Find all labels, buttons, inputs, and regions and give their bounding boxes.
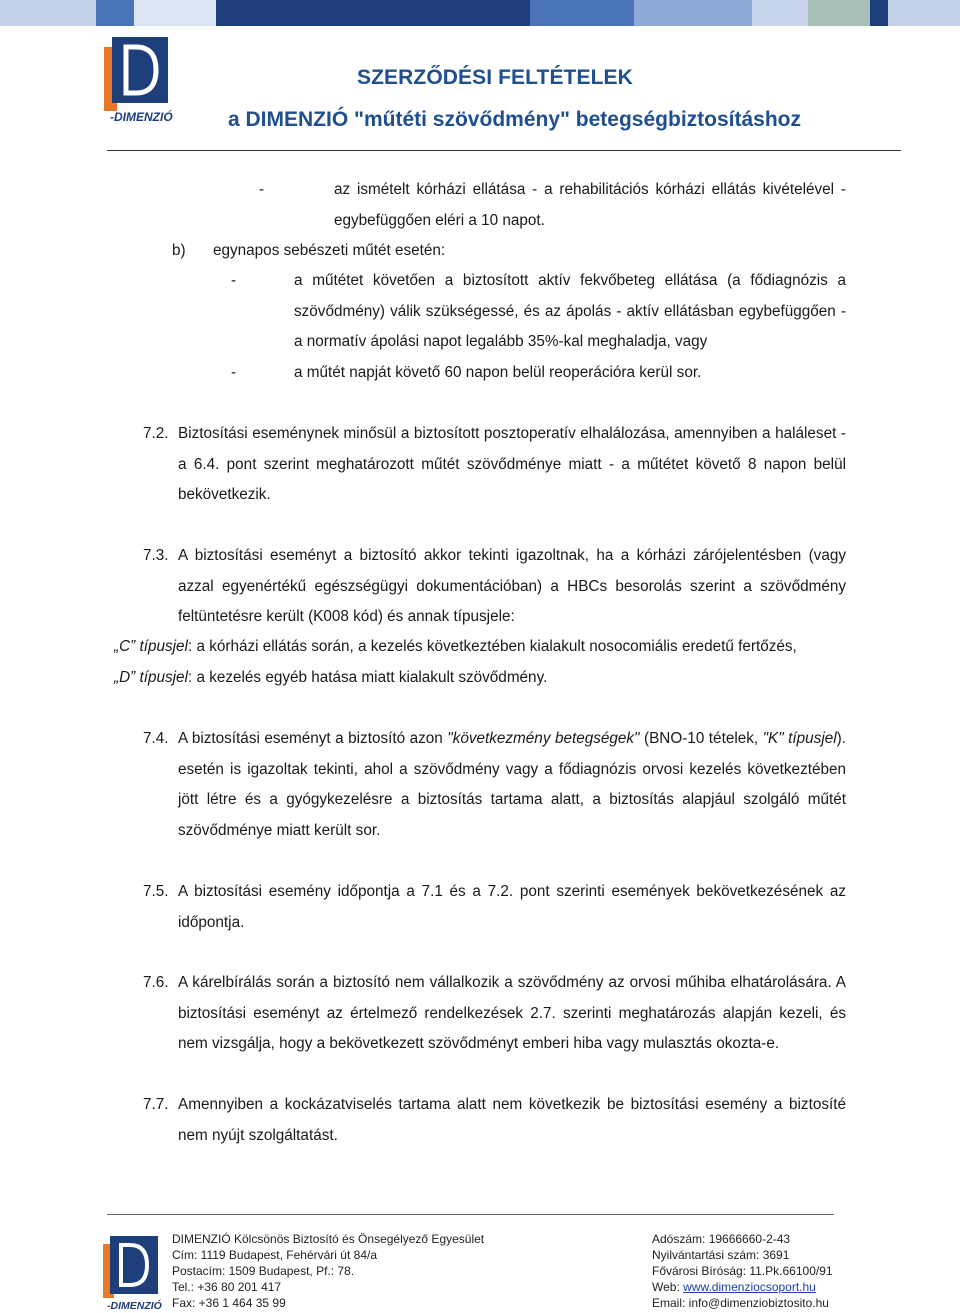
- item-b2-text: a műtét napját követő 60 napon belül reoperációra kerül sor.: [294, 364, 702, 381]
- footer-web-label: Web:: [652, 1280, 684, 1294]
- item-a-continuation: az ismételt kórházi ellátása - a rehabilitációs kórházi ellátás kivételével - egybefüggően eléri a 10 napot.: [334, 181, 846, 229]
- footer-dimenzio-logo: [103, 1234, 163, 1312]
- footer-company-block: [172, 1231, 484, 1311]
- type-d-text: : a kezelés egyéb hatása miatt kialakult szövődmény.: [187, 669, 548, 686]
- footer-email: Email: info@dimenziobiztosito.hu: [652, 1296, 829, 1310]
- footer-web-link[interactable]: www.dimenziocsoport.hu: [683, 1280, 816, 1294]
- s74-part-e: ). esetén is igazoltak tekinti, ahol a szövődmény vagy a fődiagnózis orvosi kezelés következtében jött létre és a gyógykezelésre a biztosítás tartama alatt, a biztosítás alapjául szolgáló műtét szövődménye miatt került sor.: [178, 730, 847, 839]
- footer-registry: Nyilvántartási szám: 3691: [652, 1248, 790, 1262]
- s74-part-a: A biztosítási eseményt a biztosító azon: [178, 730, 448, 747]
- dash-b1: -: [231, 272, 237, 289]
- footer-phone: Tel.: +36 80 201 417: [172, 1280, 282, 1294]
- section-7-7-number: 7.7.: [143, 1096, 169, 1113]
- section-7-3-number: 7.3.: [143, 547, 169, 564]
- footer-court: Fővárosi Bíróság: 11.Pk.66100/91: [652, 1264, 833, 1278]
- footer-postal: Postacím: 1509 Budapest, Pf.: 78.: [172, 1264, 355, 1278]
- type-c-line: [114, 632, 854, 663]
- s74-part-c: (BNO-10 tételek,: [639, 730, 763, 747]
- section-7-4-text: [178, 724, 846, 846]
- footer-address: Cím: 1119 Budapest, Fehérvári út 84/a: [172, 1248, 378, 1262]
- dimenzio-logo: [104, 33, 176, 125]
- section-7-6-text: A kárelbírálás során a biztosító nem vállalkozik a szövődmény az orvosi műhiba elhatárolására. A biztosítási eseményt az értelmező rendelkezések 2.7. szerinti meghatározás alapján kezeli, és nem vizsgálja, hogy a bekövetkezett szövődményt emberi hiba vagy mulasztás okozta-e.: [178, 974, 846, 1052]
- s74-part-d: "K" típusjel: [762, 730, 837, 747]
- svg-text:-DIMENZIÓ: -DIMENZIÓ: [110, 110, 173, 124]
- document-subtitle: a DIMENZIÓ "műtéti szövődmény" betegségbiztosításhoz: [228, 108, 801, 131]
- footer-fax: Fax: +36 1 464 35 99: [172, 1296, 286, 1310]
- section-7-6-number: 7.6.: [143, 974, 169, 991]
- section-7-7-text: Amennyiben a kockázatviselés tartama alatt nem következik be biztosítási esemény a biztosíté nem nyújt szolgáltatást.: [178, 1096, 846, 1144]
- section-7-3-text: A biztosítási eseményt a biztosító akkor tekinti igazoltnak, ha a kórházi zárójelentésben (vagy azzal egyenértékű egészségügyi dokumentációban) a HBCs besorolás szerint a szövődmény feltüntetésre került (K008 kód) és annak típusjele:: [178, 547, 846, 625]
- footer-legal-block: [652, 1231, 833, 1311]
- footer-web-line: [652, 1279, 833, 1295]
- footer-tax: Adószám: 19666660-2-43: [652, 1232, 791, 1246]
- section-7-5-number: 7.5.: [143, 883, 169, 900]
- type-d-label: „D” típusjel: [114, 669, 188, 686]
- item-b-label: b): [172, 242, 186, 259]
- dash-b2: -: [231, 364, 237, 381]
- type-c-label: „C” típusjel: [114, 638, 188, 655]
- top-color-band: [0, 0, 960, 26]
- section-7-5-text: A biztosítási esemény időpontja a 7.1 és a 7.2. pont szerinti események bekövetkezésének az időpontja.: [178, 883, 846, 931]
- type-d-line: [114, 663, 854, 694]
- section-7-2-text: Biztosítási eseménynek minősül a biztosított posztoperatív elhalálozása, amennyiben a haláleset - a 6.4. pont szerint meghatározott műtét szövődménye miatt - a műtétet követő 8 napon belül bekövetkezik.: [178, 425, 846, 503]
- section-7-4-number: 7.4.: [143, 730, 169, 747]
- type-c-text: : a kórházi ellátás során, a kezelés következtében kialakult nosocomiális eredetű fertőzés,: [187, 638, 797, 655]
- dash-a: -: [259, 181, 265, 198]
- section-7-2-number: 7.2.: [143, 425, 169, 442]
- footer-rule: [107, 1214, 834, 1215]
- footer-company: DIMENZIÓ Kölcsönös Biztosító és Önsegélyező Egyesület: [172, 1232, 485, 1246]
- item-b-text: egynapos sebészeti műtét esetén:: [213, 242, 446, 259]
- svg-text:-DIMENZIÓ: -DIMENZIÓ: [107, 1300, 162, 1312]
- header-rule: [107, 150, 901, 151]
- document-title: SZERZŐDÉSI FELTÉTELEK: [357, 66, 633, 89]
- item-b1-text: a műtétet követően a biztosított aktív fekvőbeteg ellátása (a fődiagnózis a szövődmény) válik szükségessé, és az ápolás - aktív ellátásban egybefüggően - a normatív ápolási napot legalább 35%-kal meghaladja, vagy: [294, 272, 846, 350]
- s74-part-b: "következmény betegségek": [447, 730, 640, 747]
